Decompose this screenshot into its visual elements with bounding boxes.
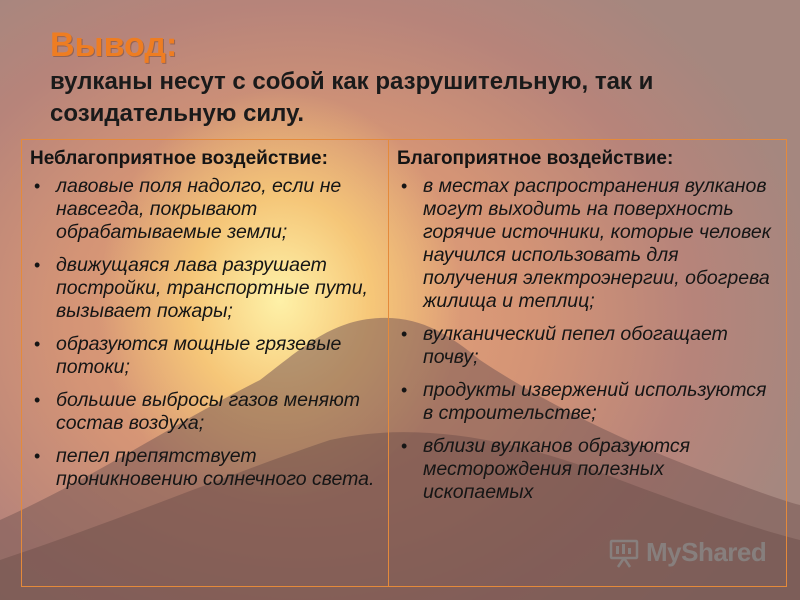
list-item: • лавовые поля надолго, если не навсегда, покрывают обрабатываемые земли; — [30, 175, 380, 244]
title-main: Вывод: — [50, 26, 178, 64]
list-item: • пепел препятствует проникновению солнечного света. — [30, 445, 380, 491]
list-item: • вулканический пепел обогащает почву; — [397, 323, 778, 369]
watermark-text: MyShared — [646, 537, 767, 567]
positive-effects-column — [389, 140, 786, 586]
list-item: • в местах распространения вулканов могут выходить на поверхность горячие источники, которые человек научился использовать для получения электроэнергии, обогрева жилища и теплиц; — [397, 175, 778, 313]
list-item: • продукты извержений используются в строительстве; — [397, 379, 778, 425]
list-item: • большие выбросы газов меняют состав воздуха; — [30, 389, 380, 435]
comparison-table — [21, 139, 787, 587]
watermark — [608, 537, 766, 568]
negative-effects-list — [30, 175, 380, 491]
list-item: • образуются мощные грязевые потоки; — [30, 333, 380, 379]
positive-effects-list — [397, 175, 778, 504]
negative-effects-column — [22, 140, 389, 586]
list-item: • вблизи вулканов образуются месторождения полезных ископаемых — [397, 435, 778, 504]
positive-effects-heading: Благоприятное воздействие: — [397, 148, 674, 169]
presentation-board-icon — [608, 538, 640, 568]
negative-effects-heading: Неблагоприятное воздействие: — [30, 148, 328, 169]
list-item: • движущаяся лава разрушает постройки, транспортные пути, вызывает пожары; — [30, 254, 380, 323]
title-block — [50, 26, 780, 130]
title-subtitle: вулканы несут с собой как разрушительную, так и созидательную силу. — [50, 68, 654, 127]
